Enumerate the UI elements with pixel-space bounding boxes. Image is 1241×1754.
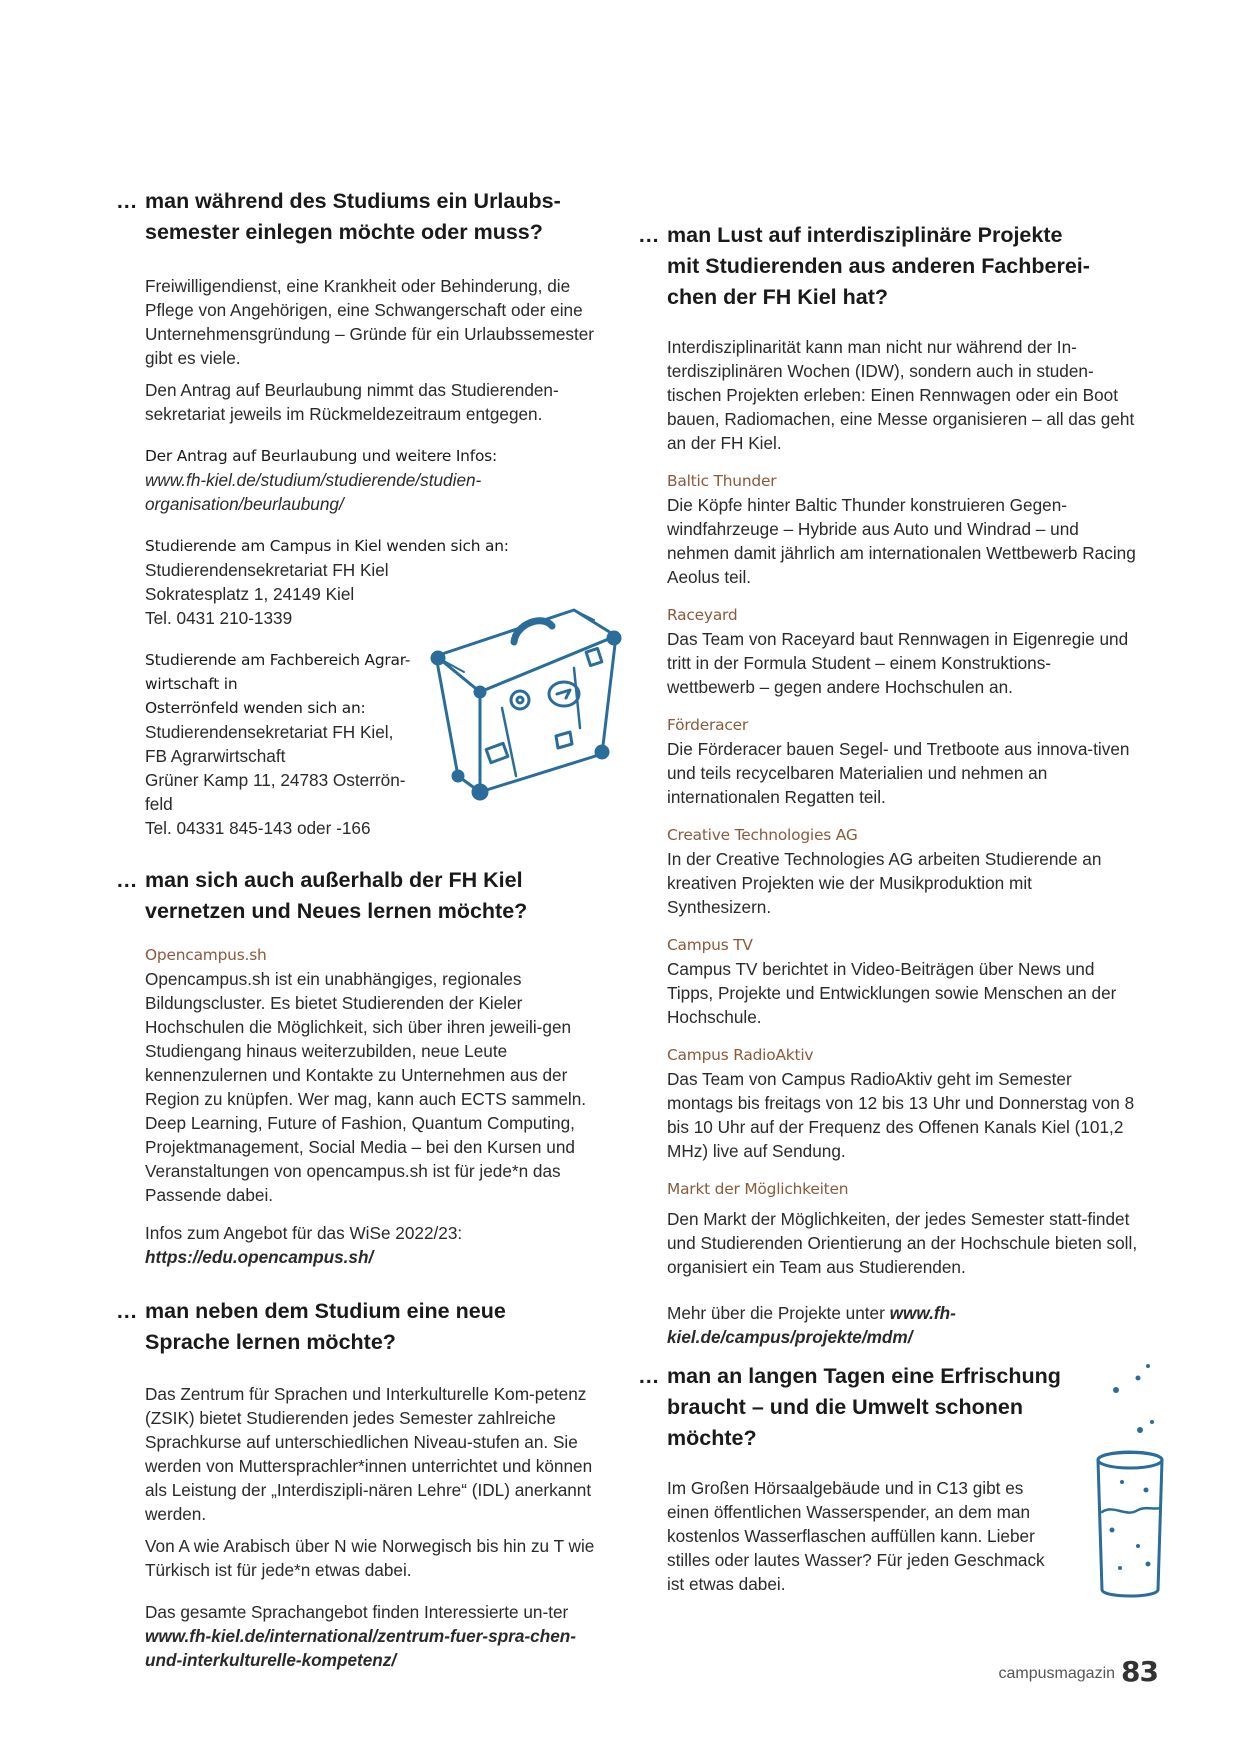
page-footer xyxy=(999,1655,1158,1688)
info-link[interactable]: www.fh-kiel.de/studium/studierende/studien-organisation/beurlaubung/ xyxy=(145,470,482,514)
paragraph: Das gesamte Sprachangebot finden Interessierte un-ter www.fh-kiel.de/international/zentrum-fuer-spra-chen-und-interkulturelle-kompetenz/ xyxy=(145,1602,577,1670)
suitcase-illustration xyxy=(424,596,624,806)
address-line: Sokratesplatz 1, 24149 Kiel xyxy=(145,584,355,604)
address-line: FB Agrarwirtschaft xyxy=(145,746,286,766)
project-name: Campus RadioAktiv xyxy=(667,1046,814,1064)
project-name: Baltic Thunder xyxy=(667,472,777,490)
paragraph: Von A wie Arabisch über N wie Norwegisch bis hin zu T wie Türkisch ist für jede*n etwas dabei. xyxy=(145,1536,595,1580)
address-line: Studierendensekretariat FH Kiel, xyxy=(145,722,394,742)
section-wasser xyxy=(638,1361,1138,1596)
section-heading: … man an langen Tagen eine Erfrischung braucht – und die Umwelt schonen möchte? xyxy=(638,1364,1061,1450)
project-description: Den Markt der Möglichkeiten, der jedes Semester statt-findet und Studierenden Orientierung an der Hochschule bieten soll, organisiert ein Team aus Studierenden. xyxy=(667,1209,1138,1277)
section-heading: … man sich auch außerhalb der FH Kiel vernetzen und Neues lernen möchte? xyxy=(116,868,528,923)
projects-link[interactable]: www.fh-kiel.de/campus/projekte/mdm/ xyxy=(667,1303,956,1347)
subheading: Opencampus.sh xyxy=(145,946,267,964)
project-description: Campus TV berichtet in Video-Beiträgen über News und Tipps, Projekte und Entwicklungen sowie Menschen an der Hochschule. xyxy=(667,959,1117,1027)
page-number: 83 xyxy=(1121,1655,1158,1688)
paragraph: Im Großen Hörsaalgebäude und in C13 gibt es einen öffentlichen Wasserspender, an dem man kostenlos Wasserflaschen auffüllen kann. Lieber stilles oder lautes Wasser? Für jeden Geschmack ist etwas dabei. xyxy=(667,1478,1045,1594)
info-label: Der Antrag auf Beurlaubung und weitere Infos: xyxy=(145,447,497,465)
project-description: Die Köpfe hinter Baltic Thunder konstruieren Gegen-windfahrzeuge – Hybride aus Auto und Windrad – und nehmen damit jährlich am internationalen Wettbewerb Racing Aeolus teil. xyxy=(667,495,1136,587)
paragraph: Opencampus.sh ist ein unabhängiges, regionales Bildungscluster. Es bietet Studierenden der Kieler Hochschulen die Möglichkeit, sich über ihren jeweili-gen Studiengang hinaus weiterzubilden, neue Leute kennenzulernen und Kontakte zu Unternehmen aus der Region zu knüpfen. Wer mag, kann auch ECTS sammeln. Deep Learning, Future of Fashion, Quantum Computing, Projektmanagement, Social Media – bei den Kursen und Veranstaltungen von opencampus.sh ist für jede*n das Passende dabei. xyxy=(145,969,587,1205)
phone-line: Tel. 0431 210-1339 xyxy=(145,608,293,628)
address-line: feld xyxy=(145,794,173,814)
paragraph: Den Antrag auf Beurlaubung nimmt das Studierenden-sekretariat jeweils im Rückmeldezeitraum entgegen. xyxy=(145,380,559,424)
project-description: Das Team von Raceyard baut Rennwagen in Eigenregie und tritt in der Formula Student – einem Konstruktions-wettbewerb – gegen andere Hochschulen an. xyxy=(667,629,1129,697)
kiel-label: Studierende am Campus in Kiel wenden sich an: xyxy=(145,537,509,555)
section-sprache xyxy=(116,1296,606,1672)
address-line: Studierendensekretariat FH Kiel xyxy=(145,560,389,580)
section-heading: … man während des Studiums ein Urlaubs- semester einlegen möchte oder muss? xyxy=(116,189,561,244)
address-line: Grüner Kamp 11, 24783 Osterrön- xyxy=(145,770,406,790)
project-description: In der Creative Technologies AG arbeiten Studierende an kreativen Projekten wie der Musikproduktion mit Synthesizern. xyxy=(667,849,1102,917)
project-description: Das Team von Campus RadioAktiv geht im Semester montags bis freitags von 12 bis 13 Uhr und Donnerstag von 8 bis 10 Uhr auf der Frequenz des Offenen Kanals Kiel (101,2 MHz) live auf Sendung. xyxy=(667,1069,1135,1161)
paragraph: Freiwilligendienst, eine Krankheit oder Behinderung, die Pflege von Angehörigen, eine Schwangerschaft oder eine Unternehmensgründung – Gründe für ein Urlaubssemester gibt es viele. xyxy=(145,276,595,368)
project-name: Förderacer xyxy=(667,716,749,734)
magazine-name: campusmagazin xyxy=(998,1665,1116,1682)
project-name: Markt der Möglichkeiten xyxy=(667,1180,849,1198)
paragraph: Interdisziplinarität kann man nicht nur während der In-terdisziplinären Wochen (IDW), sondern auch in studen-tischen Projekten erleben: Einen Rennwagen oder ein Boot bauen, Radiomachen, eine Messe organisieren – all das geht an der FH Kiel. xyxy=(667,337,1135,453)
section-projekte xyxy=(638,220,1138,1349)
water-glass-illustration xyxy=(1090,1358,1180,1614)
zsik-link[interactable]: www.fh-kiel.de/international/zentrum-fuer-spra-chen-und-interkulturelle-kompetenz/ xyxy=(145,1626,577,1670)
paragraph: Infos zum Angebot für das WiSe 2022/23: xyxy=(145,1223,463,1243)
paragraph: Das Zentrum für Sprachen und Interkulturelle Kom-petenz (ZSIK) bietet Studierenden jedes Semester zahlreiche Sprachkurse auf unterschiedlichen Niveau-stufen an. Sie werden von Muttersprachler*innen unterrichtet und können als Leistung der „Interdiszipli-nären Lehre“ (IDL) anerkannt werden. xyxy=(145,1384,593,1524)
opencampus-link[interactable]: https://edu.opencampus.sh/ xyxy=(145,1247,374,1267)
agrar-label: Studierende am Fachbereich Agrar- wirtschaft in Osterrönfeld wenden sich an: xyxy=(145,651,411,717)
phone-line: Tel. 04331 845-143 oder -166 xyxy=(145,818,371,838)
project-description: Die Förderacer bauen Segel- und Tretboote aus innova-tiven und teils recycelbaren Materialien und nehmen an internationalen Regatten teil. xyxy=(667,739,1130,807)
project-name: Campus TV xyxy=(667,936,753,954)
section-heading: … man neben dem Studium eine neue Sprache lernen möchte? xyxy=(116,1299,506,1354)
project-name: Creative Technologies AG xyxy=(667,826,858,844)
section-heading: … man Lust auf interdisziplinäre Projekte mit Studierenden aus anderen Fachberei- chen der FH Kiel hat? xyxy=(638,223,1090,309)
project-name: Raceyard xyxy=(667,606,738,624)
paragraph: Mehr über die Projekte unter www.fh-kiel.de/campus/projekte/mdm/ xyxy=(667,1303,956,1347)
section-opencampus xyxy=(116,865,606,1269)
